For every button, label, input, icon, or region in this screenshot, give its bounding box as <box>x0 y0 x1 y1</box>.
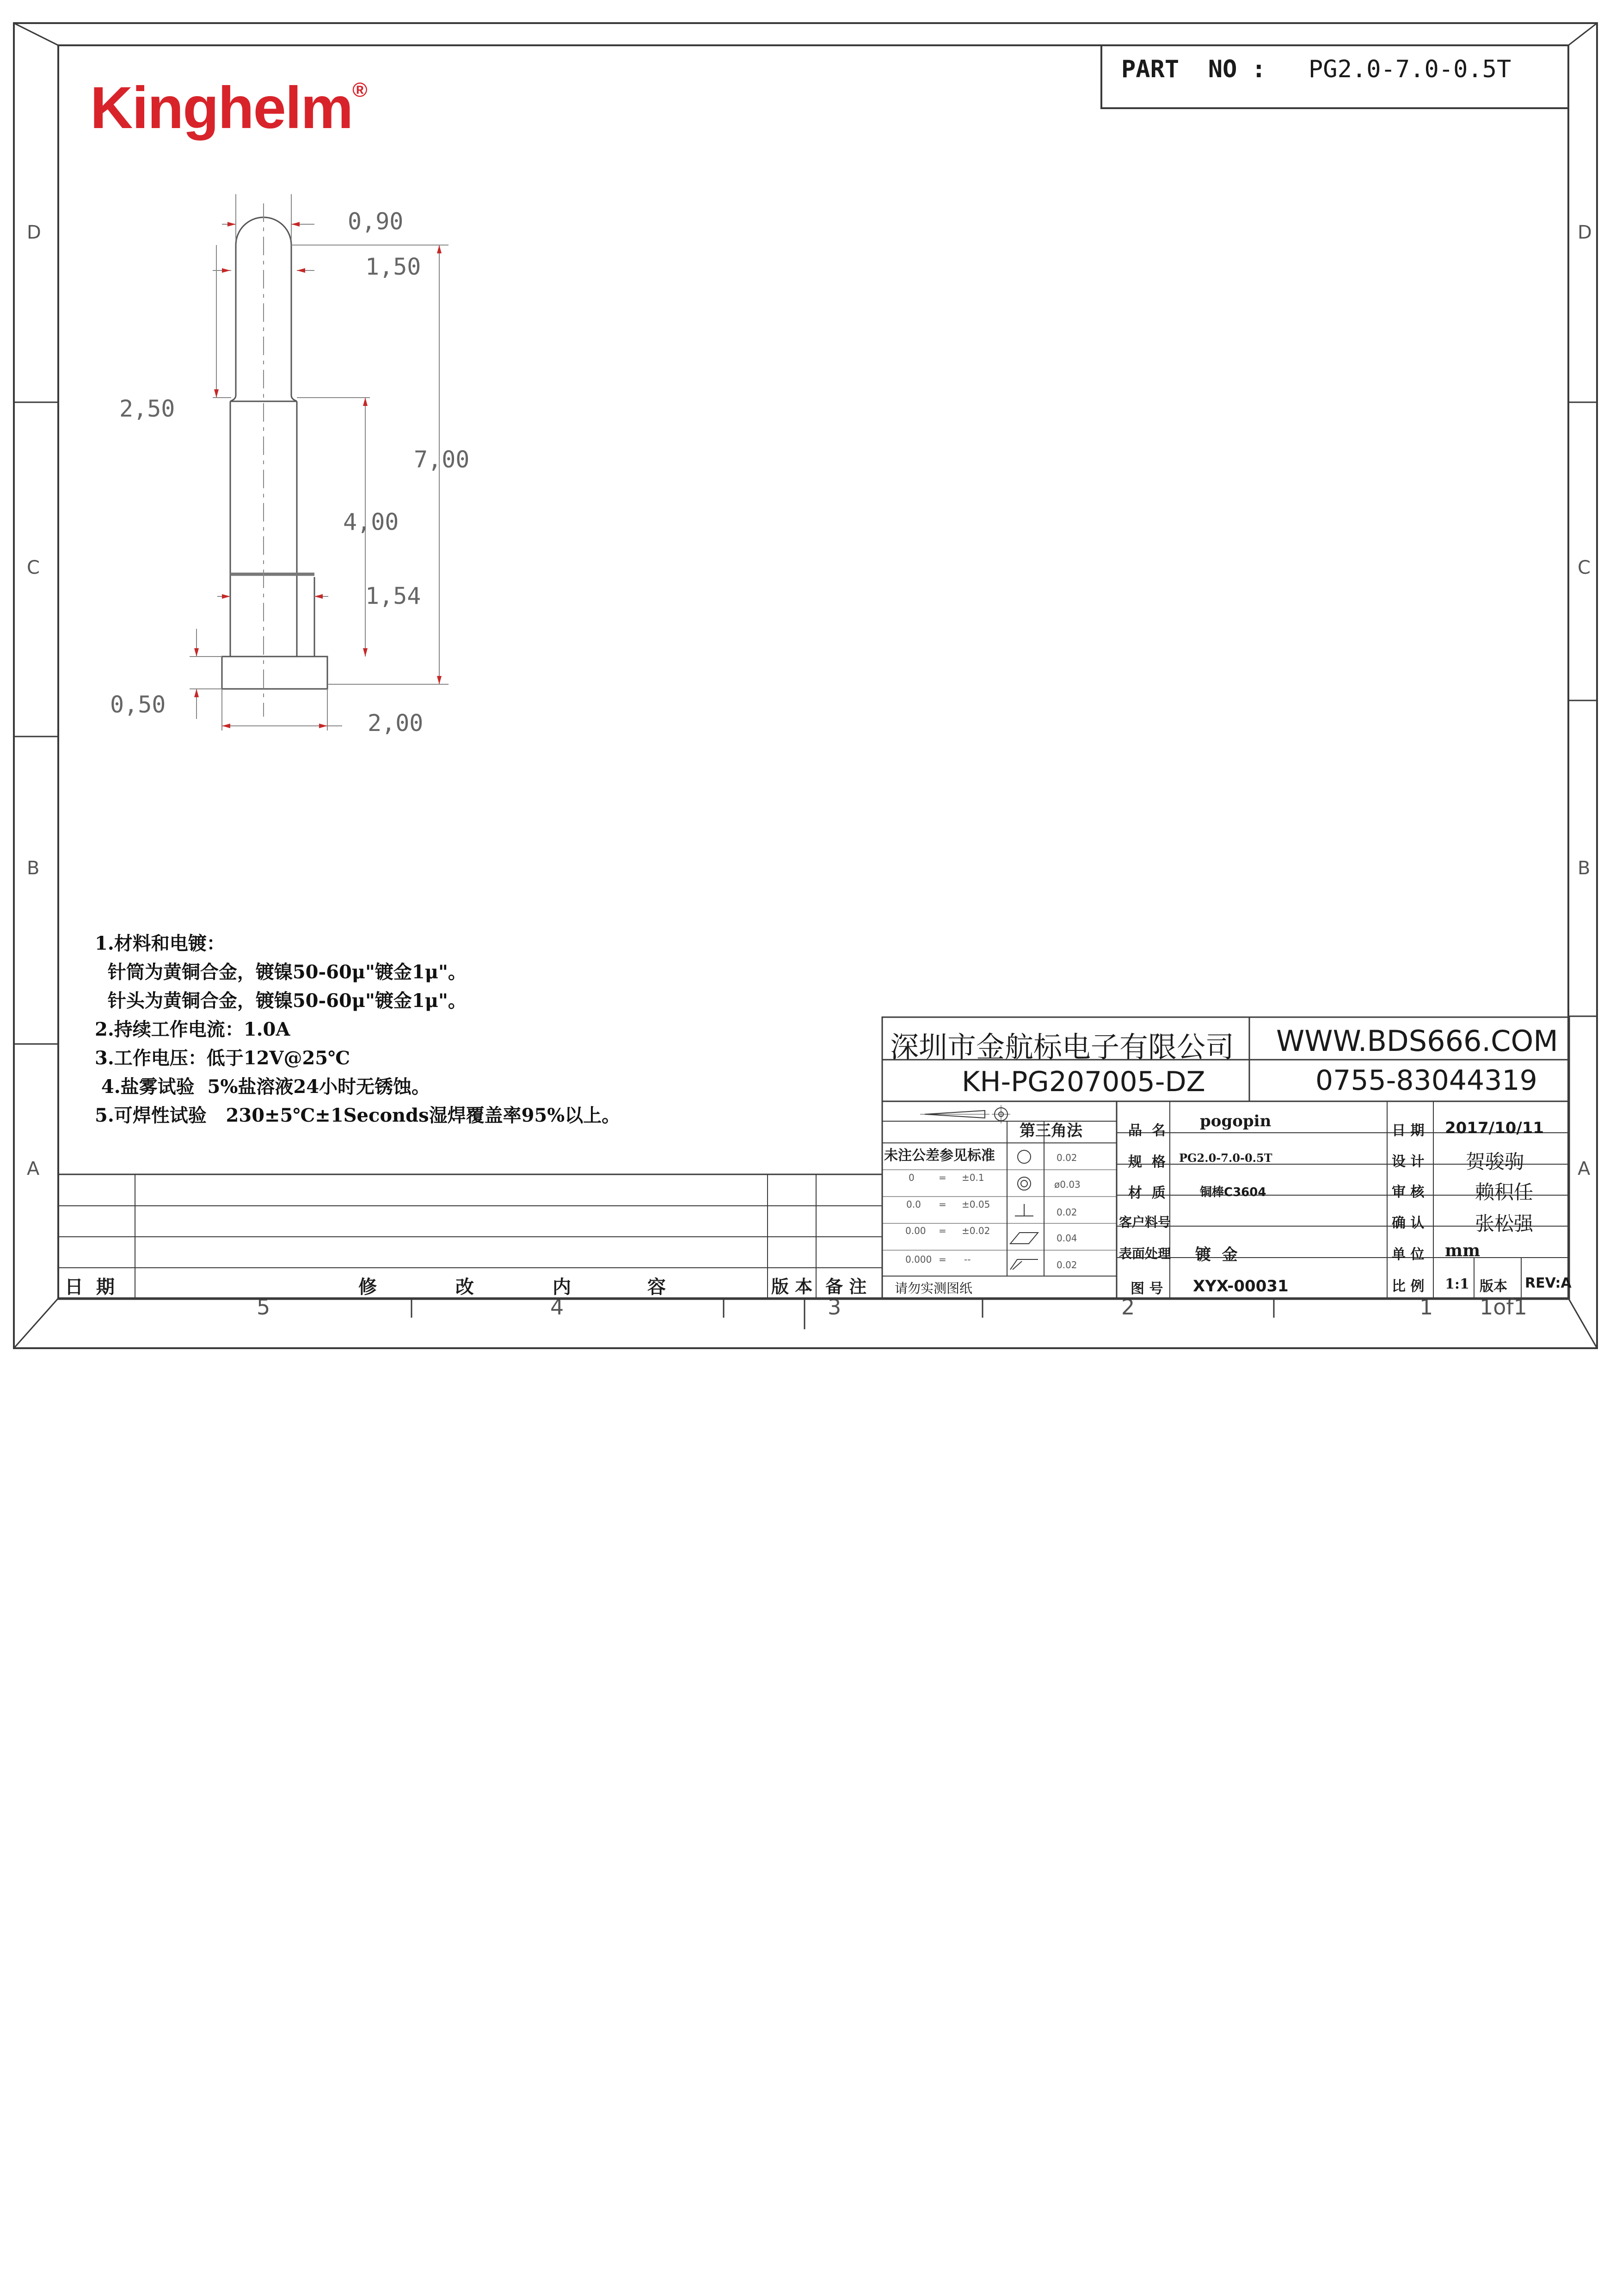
drawing-number-value: XYX-00031 <box>1193 1277 1289 1295</box>
geometric-tolerance: 0.04 <box>1057 1233 1077 1244</box>
confirm-label: 确 认 <box>1392 1215 1425 1231</box>
part-number-label: PART NO : <box>1121 55 1266 83</box>
spec-label: 规 格 <box>1128 1154 1166 1170</box>
zone-row-right-b: B <box>1578 858 1591 879</box>
company-phone: 0755-83044319 <box>1315 1064 1537 1097</box>
tolerance-range: ±0.05 <box>962 1199 990 1210</box>
note-line: 4.盐雾试验 5%盐溶液24小时无锈蚀。 <box>95 1076 430 1098</box>
zone-row-left-b: B <box>27 858 40 879</box>
revision-date-header: 日 期 <box>65 1276 115 1298</box>
sheet-number: 1of1 <box>1480 1295 1527 1320</box>
kinghelm-logo <box>90 74 367 142</box>
tolerance-equals: = <box>939 1225 946 1236</box>
note-line: 2.持续工作电流：1.0A <box>95 1019 290 1040</box>
surface-treatment-value: 镀 金 <box>1195 1246 1238 1264</box>
dimension-tip-diameter: 0,90 <box>348 208 404 235</box>
scale-value: 1:1 <box>1445 1276 1469 1292</box>
revision-content-header-char: 改 <box>455 1276 474 1298</box>
logo-registered-mark: ® <box>352 79 367 101</box>
projection-method: 第三角法 <box>1020 1122 1082 1140</box>
name-value: pogopin <box>1200 1112 1272 1130</box>
zone-col-4: 4 <box>550 1295 564 1320</box>
surface-treatment-label: 表面处理 <box>1119 1246 1171 1261</box>
tolerance-equals: = <box>939 1199 946 1210</box>
zone-col-2: 2 <box>1121 1295 1135 1320</box>
tolerance-value: 0 <box>909 1172 915 1183</box>
spec-value: PG2.0-7.0-0.5T <box>1179 1151 1272 1165</box>
material-label: 材 质 <box>1128 1185 1166 1201</box>
zone-row-right-a: A <box>1578 1158 1591 1179</box>
geometric-tolerance: 0.02 <box>1057 1152 1077 1163</box>
zone-row-right-c: C <box>1578 557 1591 578</box>
unit-value: mm <box>1445 1241 1481 1260</box>
scale-label: 比 例 <box>1392 1278 1425 1295</box>
note-line: 5.可焊性试验 230±5℃±1Seconds湿焊覆盖率95%以上。 <box>95 1105 621 1126</box>
note-line: 针头为黄铜合金，镀镍50-60μ"镀金1μ"。 <box>95 990 467 1012</box>
revision-content-header-char: 修 <box>358 1276 377 1298</box>
note-line: 针筒为黄铜合金，镀镍50-60μ"镀金1μ"。 <box>95 961 467 983</box>
tolerance-title: 未注公差参见标准 <box>884 1148 995 1164</box>
dimension-flange-diameter: 2,00 <box>368 710 424 737</box>
zone-row-left-c: C <box>27 557 40 578</box>
geometric-tolerance: 0.02 <box>1057 1259 1077 1271</box>
tolerance-value: 0.00 <box>905 1225 926 1236</box>
dimension-flange-thickness: 0,50 <box>110 691 166 718</box>
company-name: 深圳市金航标电子有限公司 <box>890 1030 1235 1064</box>
unit-label: 单 位 <box>1392 1246 1425 1263</box>
confirm-value: 张松强 <box>1475 1212 1534 1235</box>
revision-content-header-char: 容 <box>647 1276 666 1298</box>
tolerance-equals: = <box>939 1254 946 1265</box>
dimension-barrel-length: 4,00 <box>343 509 399 535</box>
zone-row-right-d: D <box>1578 222 1592 243</box>
dimension-plunger-travel: 2,50 <box>119 395 175 422</box>
geometric-tolerance: ø0.03 <box>1054 1179 1081 1190</box>
drawing-number-label: 图 号 <box>1130 1281 1163 1297</box>
part-number-value: PG2.0-7.0-0.5T <box>1309 55 1511 83</box>
zone-col-3: 3 <box>828 1295 842 1320</box>
date-label: 日 期 <box>1392 1123 1425 1139</box>
revision-version-header: 版 本 <box>771 1276 813 1297</box>
dimension-barrel-diameter: 1,54 <box>365 583 421 609</box>
drawing-code: KH-PG207005-DZ <box>962 1066 1205 1098</box>
tolerance-range: -- <box>964 1254 971 1265</box>
logo-text: Kinghelm <box>90 75 353 141</box>
customer-part-label: 客户料号 <box>1119 1215 1171 1230</box>
dimension-total-length: 7,00 <box>414 446 470 473</box>
zone-row-left-d: D <box>27 222 41 243</box>
note-line: 1.材料和电镀： <box>95 933 225 954</box>
material-value: 铜棒C3604 <box>1200 1185 1266 1199</box>
review-value: 赖积任 <box>1475 1181 1534 1203</box>
revision-content-header-char: 内 <box>553 1276 571 1298</box>
design-value: 贺骏驹 <box>1466 1150 1524 1173</box>
version-label: 版本 <box>1480 1278 1507 1295</box>
company-website: WWW.BDS666.COM <box>1276 1024 1558 1058</box>
review-label: 审 核 <box>1392 1184 1425 1200</box>
geometric-tolerance: 0.02 <box>1057 1207 1077 1218</box>
tolerance-value: 0.000 <box>905 1254 932 1265</box>
tolerance-range: ±0.1 <box>962 1172 984 1183</box>
tolerance-equals: = <box>939 1172 946 1183</box>
zone-row-left-a: A <box>27 1158 40 1179</box>
version-value: REV:A <box>1525 1275 1572 1291</box>
zone-col-5: 5 <box>257 1295 270 1320</box>
design-label: 设 计 <box>1392 1154 1425 1170</box>
do-not-scale-note: 请勿实测图纸 <box>895 1281 973 1296</box>
zone-col-1: 1 <box>1419 1295 1433 1320</box>
tolerance-value: 0.0 <box>906 1199 921 1210</box>
revision-remark-header: 备 注 <box>825 1276 867 1297</box>
note-line: 3.工作电压：低于12V@25℃ <box>95 1047 350 1069</box>
date-value: 2017/10/11 <box>1445 1119 1544 1137</box>
dimension-plunger-diameter: 1,50 <box>365 253 421 280</box>
tolerance-range: ±0.02 <box>962 1225 990 1236</box>
name-label: 品 名 <box>1128 1123 1166 1139</box>
